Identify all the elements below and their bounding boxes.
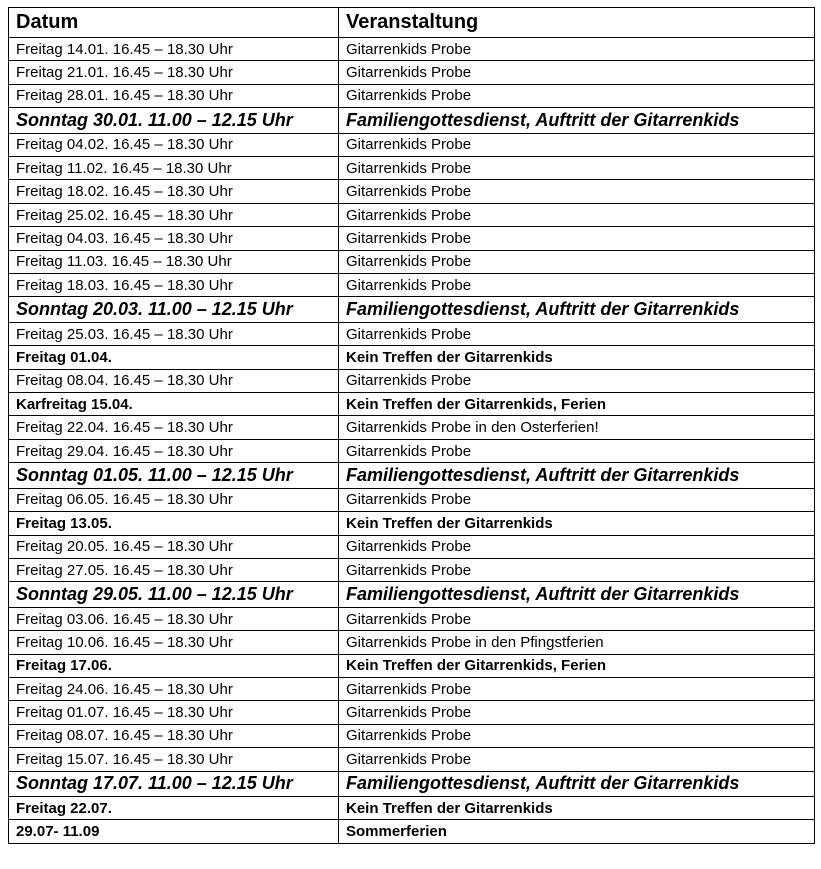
event-cell: Gitarrenkids Probe (339, 439, 815, 462)
table-row (9, 274, 815, 297)
date-cell: Sonntag 20.03. 11.00 – 12.15 Uhr (9, 297, 339, 323)
event-cell: Gitarrenkids Probe (339, 558, 815, 581)
event-cell: Kein Treffen der Gitarrenkids (339, 346, 815, 369)
table-row (9, 488, 815, 511)
table-row (9, 180, 815, 203)
date-cell: Freitag 22.04. 16.45 – 18.30 Uhr (9, 416, 339, 439)
table-body (9, 38, 815, 844)
date-cell: Freitag 21.01. 16.45 – 18.30 Uhr (9, 61, 339, 84)
event-cell: Gitarrenkids Probe (339, 157, 815, 180)
table-row (9, 108, 815, 134)
event-cell: Familiengottesdienst, Auftritt der Gitarrenkids (339, 463, 815, 489)
event-cell: Gitarrenkids Probe (339, 701, 815, 724)
date-cell: Sonntag 29.05. 11.00 – 12.15 Uhr (9, 582, 339, 608)
date-cell: Freitag 08.04. 16.45 – 18.30 Uhr (9, 369, 339, 392)
event-cell: Kein Treffen der Gitarrenkids (339, 512, 815, 535)
table-row (9, 820, 815, 843)
table-row (9, 677, 815, 700)
date-cell: Freitag 04.02. 16.45 – 18.30 Uhr (9, 133, 339, 156)
event-cell: Gitarrenkids Probe (339, 535, 815, 558)
column-header-event: Veranstaltung (339, 8, 815, 38)
date-cell: Freitag 10.06. 16.45 – 18.30 Uhr (9, 631, 339, 654)
table-row (9, 416, 815, 439)
date-cell: Freitag 29.04. 16.45 – 18.30 Uhr (9, 439, 339, 462)
event-cell: Gitarrenkids Probe (339, 322, 815, 345)
date-cell: Freitag 11.02. 16.45 – 18.30 Uhr (9, 157, 339, 180)
table-row (9, 439, 815, 462)
date-cell: Sonntag 30.01. 11.00 – 12.15 Uhr (9, 108, 339, 134)
table-row (9, 203, 815, 226)
table-row (9, 748, 815, 771)
table-row (9, 701, 815, 724)
date-cell: Freitag 22.07. (9, 797, 339, 820)
date-cell: Karfreitag 15.04. (9, 393, 339, 416)
event-cell: Gitarrenkids Probe (339, 84, 815, 107)
table-row (9, 512, 815, 535)
event-cell: Familiengottesdienst, Auftritt der Gitarrenkids (339, 297, 815, 323)
date-cell: Freitag 25.03. 16.45 – 18.30 Uhr (9, 322, 339, 345)
event-cell: Sommerferien (339, 820, 815, 843)
event-cell: Gitarrenkids Probe (339, 250, 815, 273)
table-row (9, 84, 815, 107)
table-row (9, 654, 815, 677)
date-cell: Freitag 24.06. 16.45 – 18.30 Uhr (9, 677, 339, 700)
event-cell: Kein Treffen der Gitarrenkids, Ferien (339, 654, 815, 677)
table-row (9, 227, 815, 250)
date-cell: Freitag 06.05. 16.45 – 18.30 Uhr (9, 488, 339, 511)
event-cell: Gitarrenkids Probe (339, 488, 815, 511)
event-cell: Gitarrenkids Probe (339, 607, 815, 630)
table-row (9, 582, 815, 608)
table-row (9, 558, 815, 581)
date-cell: Freitag 04.03. 16.45 – 18.30 Uhr (9, 227, 339, 250)
table-row (9, 133, 815, 156)
table-row (9, 369, 815, 392)
event-cell: Gitarrenkids Probe in den Osterferien! (339, 416, 815, 439)
table-row (9, 463, 815, 489)
table-header (9, 8, 815, 38)
date-cell: Freitag 17.06. (9, 654, 339, 677)
table-row (9, 393, 815, 416)
event-cell: Gitarrenkids Probe in den Pfingstferien (339, 631, 815, 654)
table-row (9, 38, 815, 61)
event-cell: Gitarrenkids Probe (339, 369, 815, 392)
event-cell: Gitarrenkids Probe (339, 274, 815, 297)
header-row (9, 8, 815, 38)
date-cell: Freitag 08.07. 16.45 – 18.30 Uhr (9, 724, 339, 747)
table-row (9, 322, 815, 345)
date-cell: Freitag 13.05. (9, 512, 339, 535)
table-row (9, 631, 815, 654)
event-cell: Gitarrenkids Probe (339, 203, 815, 226)
date-cell: Freitag 14.01. 16.45 – 18.30 Uhr (9, 38, 339, 61)
event-cell: Gitarrenkids Probe (339, 38, 815, 61)
date-cell: Freitag 20.05. 16.45 – 18.30 Uhr (9, 535, 339, 558)
date-cell: Freitag 25.02. 16.45 – 18.30 Uhr (9, 203, 339, 226)
event-cell: Gitarrenkids Probe (339, 677, 815, 700)
event-cell: Gitarrenkids Probe (339, 133, 815, 156)
table-row (9, 797, 815, 820)
event-cell: Familiengottesdienst, Auftritt der Gitarrenkids (339, 582, 815, 608)
date-cell: Freitag 01.07. 16.45 – 18.30 Uhr (9, 701, 339, 724)
table-row (9, 157, 815, 180)
date-cell: Freitag 18.02. 16.45 – 18.30 Uhr (9, 180, 339, 203)
table-row (9, 61, 815, 84)
event-cell: Kein Treffen der Gitarrenkids (339, 797, 815, 820)
table-row (9, 535, 815, 558)
event-cell: Gitarrenkids Probe (339, 724, 815, 747)
table-row (9, 607, 815, 630)
table-row (9, 297, 815, 323)
table-row (9, 346, 815, 369)
event-cell: Gitarrenkids Probe (339, 227, 815, 250)
date-cell: Freitag 15.07. 16.45 – 18.30 Uhr (9, 748, 339, 771)
column-header-date: Datum (9, 8, 339, 38)
schedule-table (8, 7, 815, 844)
date-cell: Freitag 01.04. (9, 346, 339, 369)
table-row (9, 724, 815, 747)
date-cell: Freitag 11.03. 16.45 – 18.30 Uhr (9, 250, 339, 273)
event-cell: Familiengottesdienst, Auftritt der Gitarrenkids (339, 108, 815, 134)
table-row (9, 771, 815, 797)
date-cell: Freitag 18.03. 16.45 – 18.30 Uhr (9, 274, 339, 297)
date-cell: Freitag 28.01. 16.45 – 18.30 Uhr (9, 84, 339, 107)
date-cell: Sonntag 01.05. 11.00 – 12.15 Uhr (9, 463, 339, 489)
date-cell: Freitag 03.06. 16.45 – 18.30 Uhr (9, 607, 339, 630)
event-cell: Gitarrenkids Probe (339, 61, 815, 84)
date-cell: Sonntag 17.07. 11.00 – 12.15 Uhr (9, 771, 339, 797)
date-cell: 29.07- 11.09 (9, 820, 339, 843)
table-row (9, 250, 815, 273)
event-cell: Gitarrenkids Probe (339, 180, 815, 203)
date-cell: Freitag 27.05. 16.45 – 18.30 Uhr (9, 558, 339, 581)
event-cell: Gitarrenkids Probe (339, 748, 815, 771)
event-cell: Familiengottesdienst, Auftritt der Gitarrenkids (339, 771, 815, 797)
event-cell: Kein Treffen der Gitarrenkids, Ferien (339, 393, 815, 416)
